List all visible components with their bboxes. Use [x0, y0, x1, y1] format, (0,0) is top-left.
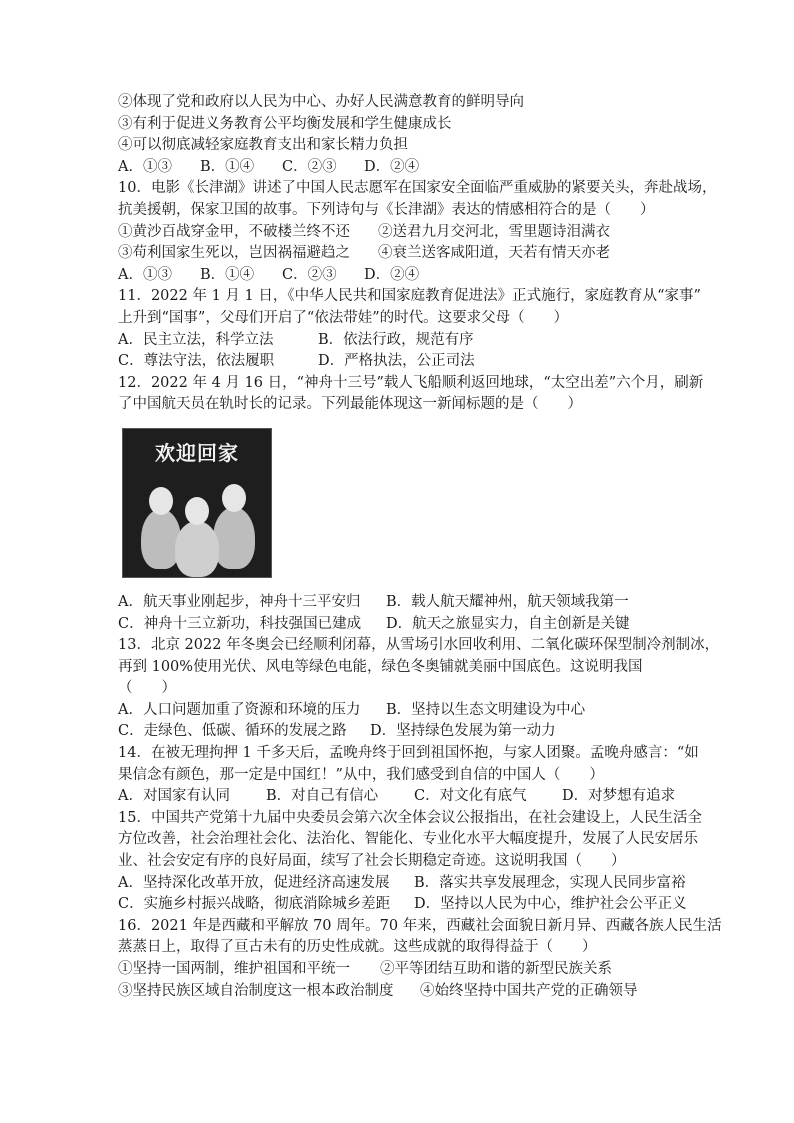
- astronaut-right-body: [213, 507, 255, 569]
- q14-option-c: C．对文化有底气: [414, 788, 527, 805]
- q14-stem-1: 14．在被无理拘押 1 千多天后，孟晚舟终于回到祖国怀抱，与家人团聚。孟晚舟感言：“如: [118, 745, 699, 762]
- q12-option-d: D．航天之旅显实力，自主创新是关键: [386, 615, 630, 632]
- q16-items-row-2: [118, 981, 718, 1003]
- q12-options-row-2: [118, 614, 718, 636]
- q9-item-4: ④可以彻底减轻家庭教育支出和家长精力负担: [118, 137, 408, 154]
- q16-stem-2: 蒸蒸日上，取得了亘古未有的历史性成就。这些成就的取得得益于（ ）: [118, 939, 597, 956]
- q13-option-a: A．人口问题加重了资源和环境的压力: [118, 701, 361, 718]
- q11-stem-1: 11．2022 年 1 月 1 日，《中华人民共和国家庭教育促进法》正式施行，家庭教育从“家事”: [118, 288, 701, 305]
- astronaut-left-head: [149, 487, 173, 515]
- q12-option-a: A．航天事业刚起步，神舟十三平安归: [118, 593, 361, 610]
- q11-option-a: A．民主立法，科学立法: [118, 331, 274, 348]
- q14-option-a: A．对国家有认同: [118, 788, 230, 805]
- q12-option-b: B．载人航天耀神州，航天领域我第一: [386, 593, 629, 610]
- q10-options: [118, 265, 718, 287]
- q14-option-d: D．对梦想有追求: [562, 788, 676, 805]
- q12-stem-1: 12．2022 年 4 月 16 日，“神舟十三号”载人飞船顺利返回地球，“太空出差”六个月，刷新: [118, 374, 704, 391]
- q10-stem-1: 10．电影《长津湖》讲述了中国人民志愿军在国家安全面临严重威胁的紧要关头，奔赴战场，: [118, 180, 717, 197]
- q9-item-2: ②体现了党和政府以人民为中心、办好人民满意教育的鲜明导向: [118, 94, 524, 110]
- q13-option-c: C．走绿色、低碳、循环的发展之路: [118, 723, 347, 740]
- q10-option-b: B．①④: [200, 266, 255, 283]
- q9-option-a: A．①③: [118, 158, 172, 175]
- q10-option-c: C．②③: [282, 266, 337, 283]
- q15-option-a: A．坚持深化改革开放，促进经济高速发展: [118, 874, 390, 891]
- astronaut-center-head: [185, 497, 209, 525]
- q9-option-b: B．①④: [200, 158, 255, 175]
- astronaut-center-body: [175, 521, 219, 577]
- q13-option-d: D．坚持绿色发展为第一动力: [370, 723, 556, 740]
- q15-options-row-2: [118, 894, 718, 916]
- q16-item-1: ①坚持一国两制，维护祖国和平统一: [118, 961, 350, 977]
- q14-options: [118, 786, 718, 808]
- q13-options-row-1: [118, 700, 718, 722]
- q11-option-b: B．依法行政，规范有序: [318, 331, 474, 348]
- q12-option-c: C．神舟十三立新功，科技强国已建成: [118, 615, 362, 632]
- q16-items-row-1: [118, 959, 718, 981]
- astronauts-photo: [122, 428, 272, 578]
- photo-caption: 欢迎回家: [155, 440, 239, 465]
- q14-option-b: B．对自己有信心: [266, 788, 379, 805]
- q10-item-2: ②送君九月交河北，雪里题诗泪满衣: [378, 223, 610, 240]
- q15-stem-3: 业、社会安定有序的良好局面，续写了社会长期稳定奇迹。这说明我国（ ）: [118, 853, 626, 870]
- q13-stem-3: （ ）: [118, 680, 176, 697]
- q9-item-3: ③有利于促进义务教育公平均衡发展和学生健康成长: [118, 115, 452, 132]
- q11-option-d: D．严格执法，公正司法: [318, 353, 475, 370]
- q16-item-4: ④始终坚持中国共产党的正确领导: [420, 982, 638, 999]
- q16-item-2: ②平等团结互助和谐的新型民族关系: [380, 961, 612, 977]
- q15-options-row-1: [118, 873, 718, 895]
- q11-options-row-1: [118, 330, 718, 352]
- q10-option-d: D．②④: [364, 266, 420, 283]
- q9-option-c: C．②③: [282, 158, 337, 175]
- q10-stem-2: 抗美援朝，保家卫国的故事。下列诗句与《长津湖》表达的情感相符合的是（ ）: [118, 201, 655, 218]
- q11-options-row-2: [118, 351, 718, 373]
- q10-items-row-1: [118, 222, 718, 244]
- q15-stem-1: 15．中国共产党第十九届中央委员会第六次全体会议公报指出，在社会建设上，人民生活全: [118, 809, 702, 826]
- q10-item-3: ③苟利国家生死以，岂因祸福避趋之: [118, 245, 350, 262]
- q9-options: [118, 157, 718, 179]
- q10-item-4: ④衰兰送客咸阳道，天若有情天亦老: [378, 245, 610, 262]
- exam-page: [118, 92, 722, 1002]
- q10-option-a: A．①③: [118, 266, 172, 283]
- q16-stem-1: 16．2021 年是西藏和平解放 70 周年。70 年来，西藏社会面貌日新月异、西藏各族人民生活: [118, 917, 722, 934]
- q11-stem-2: 上升到“国事”，父母们开启了“依法带娃”的时代。这要求父母（ ）: [118, 309, 569, 326]
- q13-options-row-2: [118, 721, 718, 743]
- q15-option-b: B．落实共享发展理念，实现人民同步富裕: [414, 874, 686, 891]
- q13-option-b: B．坚持以生态文明建设为中心: [386, 701, 586, 718]
- q15-option-c: C．实施乡村振兴战略，彻底消除城乡差距: [118, 896, 391, 913]
- q15-stem-2: 方位改善，社会治理社会化、法治化、智能化、专业化水平大幅度提升，发展了人民安居乐: [118, 831, 698, 848]
- q12-stem-2: 了中国航天员在轨时长的记录。下列最能体现这一新闻标题的是（ ）: [118, 396, 582, 413]
- q11-option-c: C．尊法守法，依法履职: [118, 353, 275, 370]
- q10-item-1: ①黄沙百战穿金甲，不破楼兰终不还: [118, 223, 350, 240]
- q10-items-row-2: [118, 243, 718, 265]
- q13-stem-2: 再到 100%使用光伏、风电等绿色电能，绿色冬奥铺就美丽中国底色。这说明我国: [118, 658, 643, 675]
- astronaut-right-head: [222, 484, 246, 512]
- q15-option-d: D．坚持以人民为中心，维护社会公平正义: [414, 896, 687, 913]
- q12-options-row-1: [118, 592, 718, 614]
- q16-item-3: ③坚持民族区域自治制度这一根本政治制度: [118, 982, 394, 999]
- q13-stem-1: 13．北京 2022 年冬奥会已经顺利闭幕，从雪场引水回收利用、二氧化碳环保型制冷剂制冰，: [118, 637, 720, 654]
- q14-stem-2: 果信念有颜色，那一定是中国红！”从中，我们感受到自信的中国人（ ）: [118, 766, 604, 783]
- q9-option-d: D．②④: [364, 158, 420, 175]
